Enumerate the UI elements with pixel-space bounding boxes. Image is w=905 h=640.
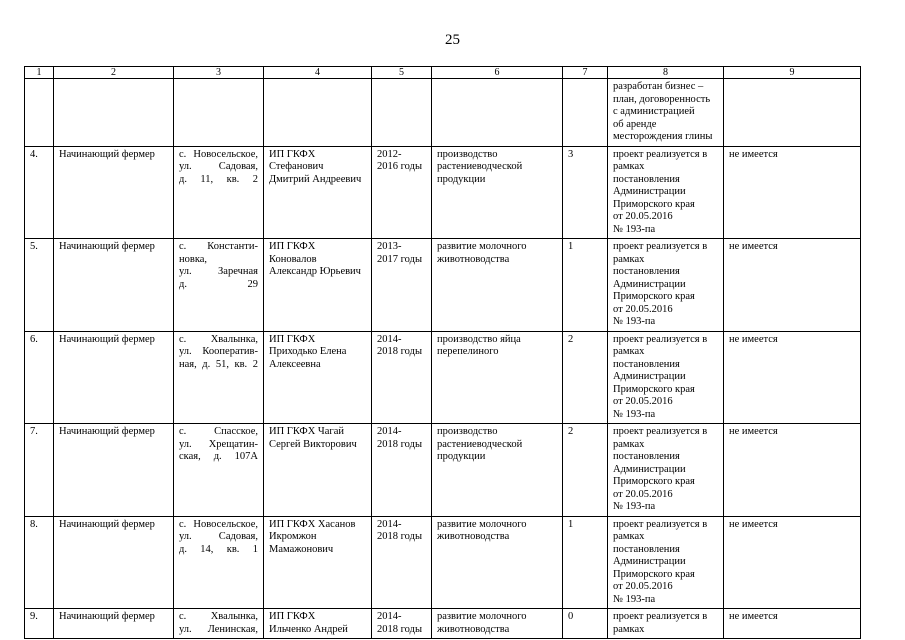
owner-cell: ИП ГКФХ Коновалов Александр Юрьевич xyxy=(269,241,361,277)
owner-cell: ИП ГКФХ Стефанович Дмитрий Андреевич xyxy=(269,148,362,185)
period-cell: 2014- 2018 годы xyxy=(377,518,423,542)
support-cell: не имеется xyxy=(724,146,861,239)
row-number: 4. xyxy=(25,146,54,239)
address-cell: с. Константи- новка, ул. Заречная д. 29 xyxy=(179,241,258,290)
table-row xyxy=(25,146,861,239)
activity-cell: производство растениеводческой продукции xyxy=(437,426,523,462)
support-cell: не имеется xyxy=(724,331,861,424)
activity-cell: производство яйца перепелиного xyxy=(437,333,521,357)
period-cell: 2012- 2016 годы xyxy=(377,148,423,172)
column-number: 2 xyxy=(54,67,174,79)
row-number: 9. xyxy=(25,609,54,639)
table-row xyxy=(25,609,861,639)
activity-cell: развитие молочного животноводства xyxy=(437,611,527,635)
row-number: 8. xyxy=(25,516,54,609)
status-cell: проект реализуется в рамках постановления Администрации Приморского края от 20.05.2016 № 193-па xyxy=(613,333,708,420)
support-cell: не имеется xyxy=(724,609,861,639)
address-cell: с. Хвалынка, ул. Кооператив- ная, д. 51, кв. 2 xyxy=(179,333,258,370)
jobs-cell: 0 xyxy=(563,609,608,639)
owner-cell: ИП ГКФХ Хасанов Икромжон Мамажонович xyxy=(269,518,356,555)
category-cell: Начинающий фермер xyxy=(54,516,174,609)
column-number: 1 xyxy=(25,67,54,79)
status-cell: проект реализуется в рамках постановления Администрации Приморского края от 20.05.2016 № 193-па xyxy=(613,148,708,235)
jobs-cell: 2 xyxy=(563,331,608,424)
category-cell: Начинающий фермер xyxy=(54,146,174,239)
status-cell: разработан бизнес – план, договоренность с администрацией об аренде месторождения глины xyxy=(613,81,713,142)
period-cell: 2013- 2017 годы xyxy=(377,241,423,265)
column-number: 6 xyxy=(432,67,563,79)
row-number: 6. xyxy=(25,331,54,424)
activity-cell: развитие молочного животноводства xyxy=(437,518,527,542)
column-number: 4 xyxy=(264,67,372,79)
column-number: 7 xyxy=(563,67,608,79)
table-row xyxy=(25,516,861,609)
category-cell: Начинающий фермер xyxy=(54,609,174,639)
support-cell: не имеется xyxy=(724,424,861,517)
table-row xyxy=(25,331,861,424)
status-cell: проект реализуется в рамках постановления Администрации Приморского края от 20.05.2016 № 193-па xyxy=(613,518,708,605)
column-number: 8 xyxy=(608,67,724,79)
support-cell: не имеется xyxy=(724,516,861,609)
row-number: 7. xyxy=(25,424,54,517)
column-number-header-row xyxy=(25,67,861,79)
activity-cell: производство растениеводческой продукции xyxy=(437,148,523,185)
table-row xyxy=(25,239,861,332)
address-cell: с. Новосельское, ул. Садовая, д. 11, кв. 2 xyxy=(179,148,258,185)
table-row xyxy=(25,424,861,517)
status-cell: проект реализуется в рамках постановления Администрации Приморского края от 20.05.2016 № 193-па xyxy=(613,426,708,512)
owner-cell: ИП ГКФХ Чагай Сергей Викторович xyxy=(269,426,357,450)
page-number: 25 xyxy=(445,32,460,48)
activity-cell: развитие молочного животноводства xyxy=(437,241,527,265)
support-cell: не имеется xyxy=(724,239,861,332)
status-cell: проект реализуется в рамках xyxy=(613,611,708,635)
column-number: 5 xyxy=(372,67,432,79)
period-cell: 2014- 2018 годы xyxy=(377,611,423,635)
column-number: 9 xyxy=(724,67,861,79)
jobs-cell: 1 xyxy=(563,239,608,332)
category-cell: Начинающий фермер xyxy=(54,331,174,424)
category-cell: Начинающий фермер xyxy=(54,424,174,517)
column-number: 3 xyxy=(174,67,264,79)
category-cell: Начинающий фермер xyxy=(54,239,174,332)
period-cell: 2014- 2018 годы xyxy=(377,333,423,357)
address-cell: с. Хвалынка, ул. Ленинская, xyxy=(179,611,258,635)
continuation-row xyxy=(25,79,861,147)
jobs-cell: 2 xyxy=(563,424,608,517)
address-cell: с. Новосельское, ул. Садовая, д. 14, кв. 1 xyxy=(179,518,258,555)
owner-cell: ИП ГКФХ Приходько Елена Алексеевна xyxy=(269,333,347,370)
address-cell: с. Спасское, ул. Хрещатин- ская, д. 107А xyxy=(179,426,258,462)
jobs-cell: 1 xyxy=(563,516,608,609)
owner-cell: ИП ГКФХ Ильченко Андрей xyxy=(269,611,348,635)
row-number: 5. xyxy=(25,239,54,332)
period-cell: 2014- 2018 годы xyxy=(377,426,423,450)
status-cell: проект реализуется в рамках постановления Администрации Приморского края от 20.05.2016 № 193-па xyxy=(613,241,708,327)
jobs-cell: 3 xyxy=(563,146,608,239)
projects-table xyxy=(24,66,861,639)
